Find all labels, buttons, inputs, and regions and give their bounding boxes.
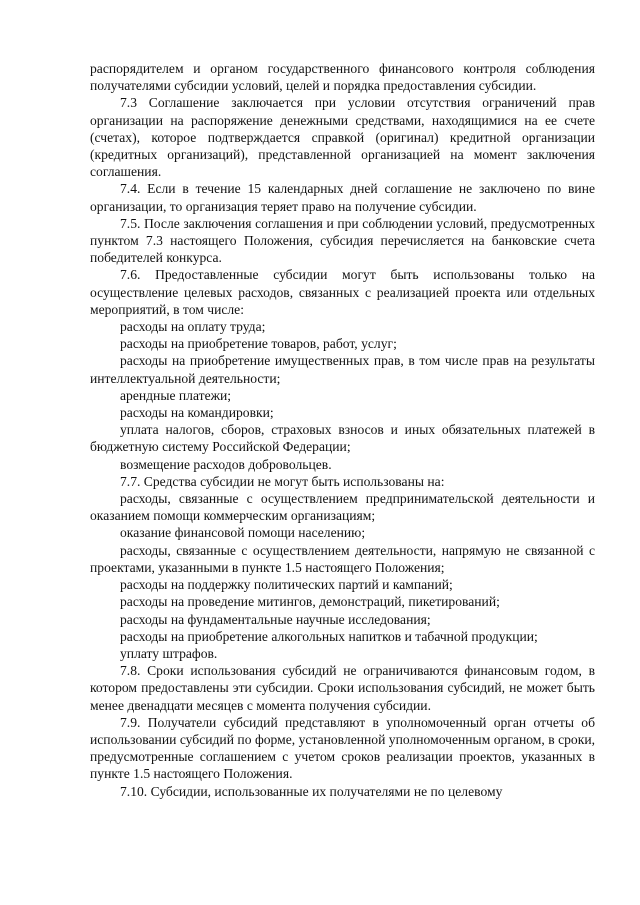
list-item: расходы на приобретение товаров, работ, услуг; (120, 336, 397, 352)
document-page (90, 60, 595, 800)
list-item: расходы, связанные с осуществлением предпринимательской деятельности и оказанием помощи коммерческим организациям; (90, 491, 595, 524)
list-item: расходы на оплату труда; (120, 319, 266, 335)
paragraph-continuation: распорядителем и органом государственного финансового контроля соблюдения получателями субсидии условий, целей и порядка предоставления субсидии. (90, 61, 595, 94)
list-item: расходы на фундаментальные научные исследования; (120, 611, 431, 627)
list-item: возмещение расходов добровольцев. (120, 456, 332, 472)
paragraph-7-6: 7.6. Предоставленные субсидии могут быть использованы только на осуществление целевых расходов, связанных с реализацией проекта или отдельных мероприятий, в том числе: (90, 267, 595, 317)
paragraph-7-4: 7.4. Если в течение 15 календарных дней соглашение не заключено по вине организации, то организация теряет право на получение субсидии. (90, 181, 595, 214)
list-item: расходы на командировки; (120, 405, 274, 421)
paragraph-7-5: 7.5. После заключения соглашения и при соблюдении условий, предусмотренных пунктом 7.3 настоящего Положения, субсидия перечисляется на банковские счета победителей конкурса. (90, 215, 595, 266)
list-item: расходы, связанные с осуществлением деятельности, напрямую не связанной с проектами, указанными в пункте 1.5 настоящего Положения; (90, 542, 595, 575)
list-item: оказание финансовой помощи населению; (120, 525, 366, 541)
list-item: расходы на приобретение имущественных прав, в том числе прав на результаты интеллектуальной деятельности; (90, 353, 595, 386)
paragraph-7-3: 7.3 Соглашение заключается при условии отсутствия ограничений прав организации на распоряжение денежными средствами, находящимися на ее счете (счетах), которое подтверждается справкой (оригинал) кредитной организации (кредитных организаций), представленной организацией на момент заключения соглашения. (90, 95, 595, 180)
paragraph-7-8: 7.8. Сроки использования субсидий не ограничиваются финансовым годом, в котором предоставлены эти субсидии. Сроки использования субсидий, не может быть менее двенадцати месяцев с момента получения субсидии. (90, 663, 595, 713)
list-item: расходы на проведение митингов, демонстраций, пикетирований; (120, 594, 500, 610)
paragraph-7-10: 7.10. Субсидии, использованные их получателями не по целевому (120, 783, 503, 799)
paragraph-7-9: 7.9. Получатели субсидий представляют в уполномоченный орган отчеты об использовании субсидий по форме, установленной уполномоченным органом, в сроки, предусмотренные соглашением с учетом сроков реализации проектов, указанных в пункте 1.5 настоящего Положения. (90, 714, 595, 782)
list-item: арендные платежи; (120, 387, 232, 403)
list-item: расходы на приобретение алкогольных напитков и табачной продукции; (120, 628, 538, 644)
paragraph-7-7: 7.7. Средства субсидии не могут быть использованы на: (120, 473, 445, 489)
list-item: расходы на поддержку политических партий и кампаний; (120, 577, 453, 593)
list-item: уплату штрафов. (120, 645, 218, 661)
list-item: уплата налогов, сборов, страховых взносов и иных обязательных платежей в бюджетную систему Российской Федерации; (90, 422, 595, 455)
